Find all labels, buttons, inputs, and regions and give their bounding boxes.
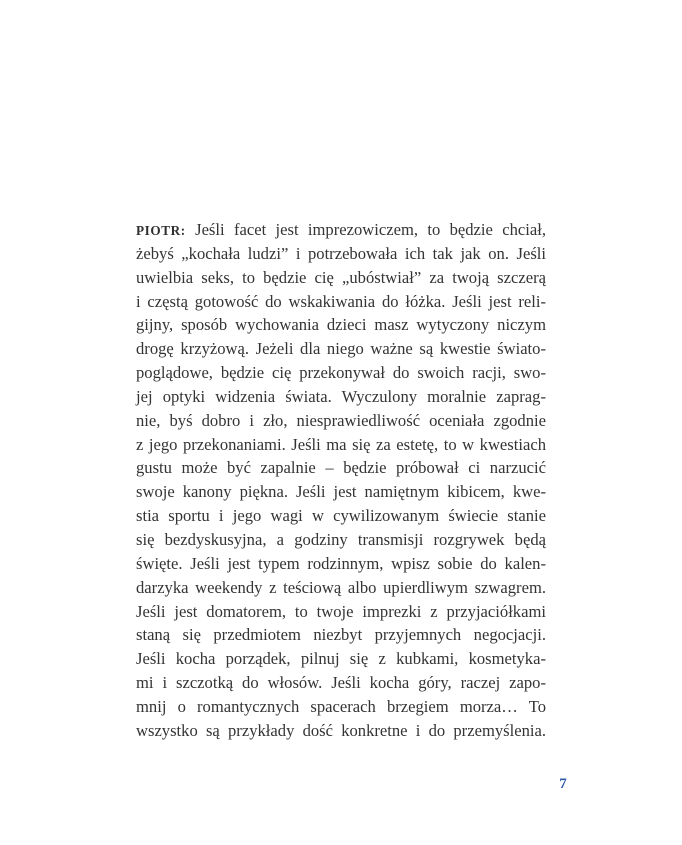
- paragraph-line: swoje kanony piękna. Jeśli jest namiętnym kibicem, kwe-: [136, 482, 546, 502]
- paragraph-line: gijny, sposób wychowania dzieci masz wytyczony niczym: [136, 315, 546, 335]
- paragraph-line: święte. Jeśli jest typem rodzinnym, wpisz sobie do kalen-: [136, 553, 546, 573]
- speaker-label: PIOTR:: [136, 223, 186, 238]
- paragraph-line: Jeśli kocha porządek, pilnuj się z kubkami, kosmetyka-: [136, 649, 546, 669]
- paragraph-line: uwielbia seks, to będzie cię „ubóstwiał” za twoją szczerą: [136, 267, 546, 287]
- paragraph: [136, 218, 546, 743]
- paragraph-first-line: [136, 218, 546, 242]
- paragraph-line: jej optyki widzenia świata. Wyczulony moralnie zaprag-: [136, 386, 546, 406]
- paragraph-line: mnij o romantycznych spacerach brzegiem morza… To: [136, 696, 546, 716]
- paragraph-line: z jego przekonaniami. Jeśli ma się za estetę, to w kwestiach: [136, 434, 546, 454]
- paragraph-line: stia sportu i jego wagi w cywilizowanym świecie stanie: [136, 506, 546, 526]
- paragraph-line: i częstą gotowość do wskakiwania do łóżka. Jeśli jest reli-: [136, 291, 546, 311]
- paragraph-line: staną się przedmiotem niezbyt przyjemnych negocjacji.: [136, 625, 546, 645]
- paragraph-line: darzyka weekendy z teściową albo upierdliwym szwagrem.: [136, 577, 546, 597]
- paragraph-line: się bezdyskusyjna, a godziny transmisji rozgrywek będą: [136, 529, 546, 549]
- paragraph-first-line-text: Jeśli facet jest imprezowiczem, to będzie chciał,: [195, 220, 546, 239]
- paragraph-line: nie, byś dobro i zło, niesprawiedliwość oceniała zgodnie: [136, 410, 546, 430]
- paragraph-line: żebyś „kochała ludzi” i potrzebowała ich tak jak on. Jeśli: [136, 243, 546, 263]
- page-number: 7: [559, 776, 567, 792]
- paragraph-line: Jeśli jest domatorem, to twoje imprezki z przyjaciółkami: [136, 601, 546, 621]
- paragraph-line: wszystko są przykłady dość konkretne i do przemyślenia.: [136, 720, 546, 740]
- paragraph-line: drogę krzyżową. Jeżeli dla niego ważne są kwestie świato-: [136, 339, 546, 359]
- paragraph-line: mi i szczotką do włosów. Jeśli kocha góry, raczej zapo-: [136, 673, 546, 693]
- paragraph-line: gustu może być zapalnie – będzie próbował ci narzucić: [136, 458, 546, 478]
- paragraph-line: poglądowe, będzie cię przekonywał do swoich racji, swo-: [136, 363, 546, 383]
